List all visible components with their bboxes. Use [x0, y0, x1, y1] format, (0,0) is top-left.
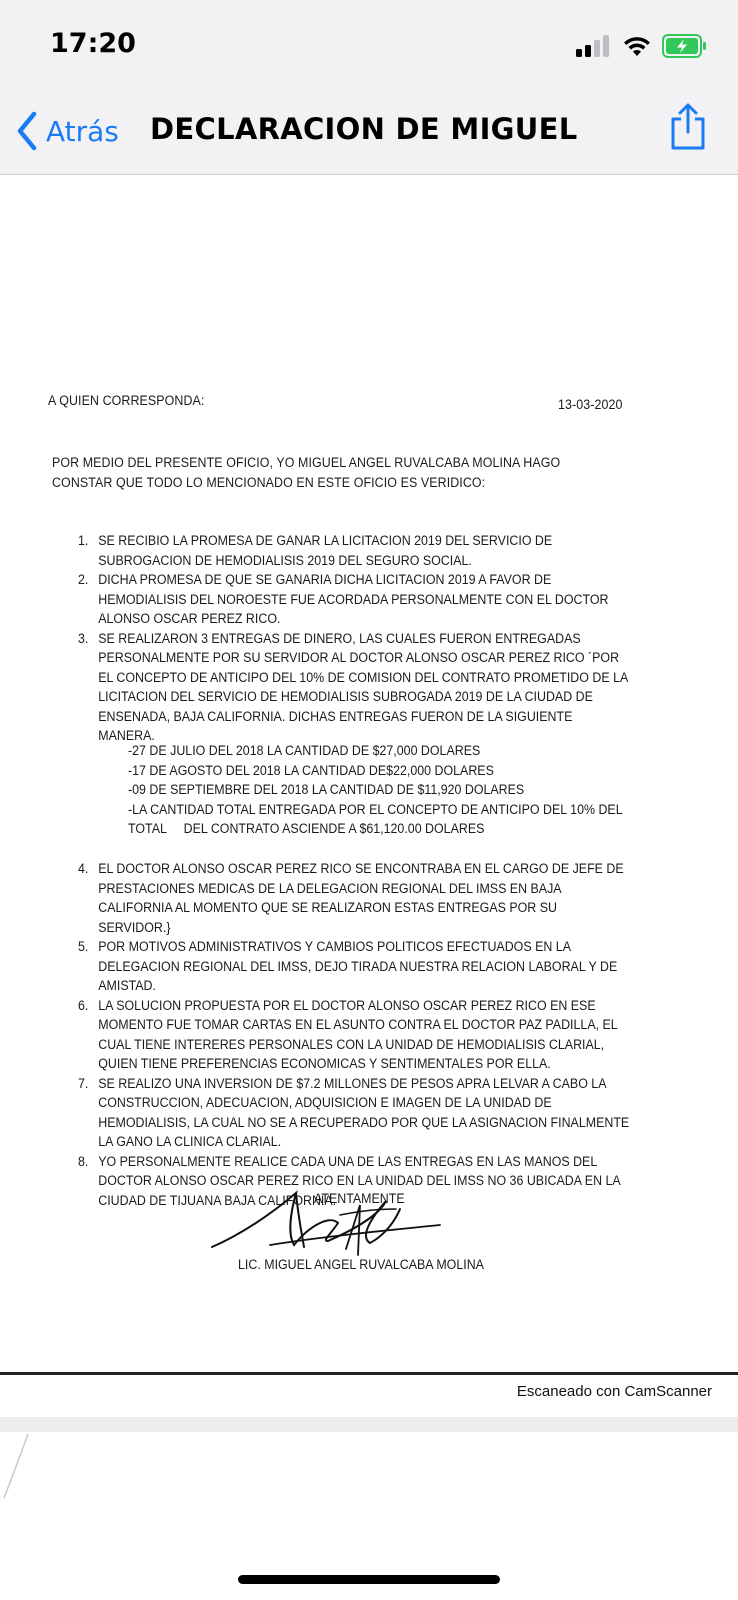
- payment-line: TOTAL DEL CONTRATO ASCIENDE A $61,120.00 DOLARES: [128, 821, 485, 836]
- battery-icon: [662, 34, 708, 58]
- doc-addressee: A QUIEN CORRESPONDA:: [48, 393, 205, 408]
- list-item: 5. POR MOTIVOS ADMINISTRATIVOS Y CAMBIOS POLITICOS EFECTUADOS EN LA DELEGACION REGIONAL DEL IMSS, DEJO TIRADA NUESTRA RELACION LABORAL Y DE AMISTAD.: [78, 939, 618, 993]
- list-item: 8. YO PERSONALMENTE REALICE CADA UNA DE LAS ENTREGAS EN LAS MANOS DEL DOCTOR ALONSO OSCAR PEREZ RICO EN LA UNIDAD DEL IMSS NO 36 UBICADA EN LA CIUDAD DE TIJUANA BAJA CALIFORNIA.: [78, 1153, 621, 1208]
- status-icons: [576, 34, 708, 58]
- scanner-watermark: Escaneado con CamScanner: [516, 1383, 712, 1400]
- doc-date: 13-03-2020: [558, 397, 623, 412]
- doc-list-first: [78, 531, 678, 746]
- doc-intro: POR MEDIO DEL PRESENTE OFICIO, YO MIGUEL ANGEL RUVALCABA MOLINA HAGO CONSTAR QUE TODO LO MENCIONADO EN ESTE OFICIO ES VERIDICO:: [52, 455, 561, 490]
- payment-line: -27 DE JULIO DEL 2018 LA CANTIDAD DE $27,000 DOLARES: [128, 743, 481, 758]
- scanner-footer: [0, 1375, 738, 1417]
- payment-list: [128, 741, 666, 839]
- signal-icon: [576, 35, 612, 57]
- payment-line: -09 DE SEPTIEMBRE DEL 2018 LA CANTIDAD DE $11,920 DOLARES: [128, 782, 525, 797]
- scanned-document: [0, 175, 738, 1407]
- share-button[interactable]: [666, 102, 710, 157]
- wifi-icon: [622, 35, 652, 57]
- list-item: 7. SE REALIZO UNA INVERSION DE $7.2 MILLONES DE PESOS APRA LELVAR A CABO LA CONSTRUCCION, ADECUACION, ADQUISICION E IMAGEN DE LA UNIDAD DE HEMODIALISIS, LA CUAL NO SE A RECUPERADO POR QUE LA ASIGNACION FINALMENTE LA GANO LA CLINICA CLARIAL.: [78, 1075, 630, 1149]
- page-title: DECLARACION DE MIGUEL: [150, 112, 578, 146]
- list-item: 1. SE RECIBIO LA PROMESA DE GANAR LA LICITACION 2019 DEL SERVICIO DE SUBROGACION DE HEMODIALISIS 2019 DEL SEGURO SOCIAL.: [78, 533, 553, 568]
- list-item: 6. LA SOLUCION PROPUESTA POR EL DOCTOR ALONSO OSCAR PEREZ RICO EN ESE MOMENTO FUE TOMAR CARTAS EN EL ASUNTO CONTRA EL DOCTOR PAZ PADILLA, EL CUAL TIENE INTERERES PERSONALES CON LA UNIDAD DE HEMODIALISIS CLARIAL, QUIEN TIENE PREFERENCIAS ECONOMICAS Y SENTIMENTALES POR ELLA.: [78, 997, 618, 1071]
- next-page-preview[interactable]: [0, 1432, 738, 1552]
- status-time: 17:20: [50, 28, 136, 59]
- status-bar: [0, 0, 738, 90]
- payment-line: -LA CANTIDAD TOTAL ENTREGADA POR EL CONCEPTO DE ANTICIPO DEL 10% DEL: [128, 801, 623, 817]
- doc-list-second: [78, 859, 678, 1210]
- back-button[interactable]: [16, 108, 119, 154]
- payment-line: -17 DE AGOSTO DEL 2018 LA CANTIDAD DE$22,000 DOLARES: [128, 762, 494, 778]
- chevron-left-icon: [16, 111, 38, 151]
- home-indicator[interactable]: [238, 1575, 500, 1584]
- page-scratch-mark: [0, 1432, 40, 1512]
- list-item: 3. SE REALIZARON 3 ENTREGAS DE DINERO, LAS CUALES FUERON ENTREGADAS PERSONALMENTE POR SU SERVIDOR AL DOCTOR ALONSO OSCAR PEREZ RICO ´POR EL CONCEPTO DE ANTICIPO DEL 10% DE COMISION DEL CONTRATO PROMETIDO DE LA LICITACION DEL SERVICIO DE HEMODIALISIS SUBROGADA 2019 DE LA CIUDAD DE ENSENADA, BAJA CALIFORNIA. DICHAS ENTREGAS FUERON DE LA SIGUIENTE MANERA.: [78, 630, 628, 743]
- list-item: 2. DICHA PROMESA DE QUE SE GANARIA DICHA LICITACION 2019 A FAVOR DE HEMODIALISIS DEL NOROESTE FUE ACORDADA PERSONALMENTE CON EL DOCTOR ALONSO OSCAR PEREZ RICO.: [78, 572, 609, 626]
- list-item: 4. EL DOCTOR ALONSO OSCAR PEREZ RICO SE ENCONTRABA EN EL CARGO DE JEFE DE PRESTACIONES MEDICAS DE LA DELEGACION REGIONAL DEL IMSS EN BAJA CALIFORNIA AL MOMENTO QUE SE REALIZARON ESTAS ENTREGAS POR SU SERVIDOR.}: [78, 861, 624, 935]
- page-separator: [0, 1417, 738, 1432]
- back-label: Atrás: [46, 114, 119, 148]
- closing-text: ATENTAMENTE: [314, 1191, 405, 1206]
- nav-bar: [0, 90, 738, 175]
- signer-name: LIC. MIGUEL ANGEL RUVALCABA MOLINA: [238, 1257, 484, 1272]
- share-icon: [666, 102, 710, 152]
